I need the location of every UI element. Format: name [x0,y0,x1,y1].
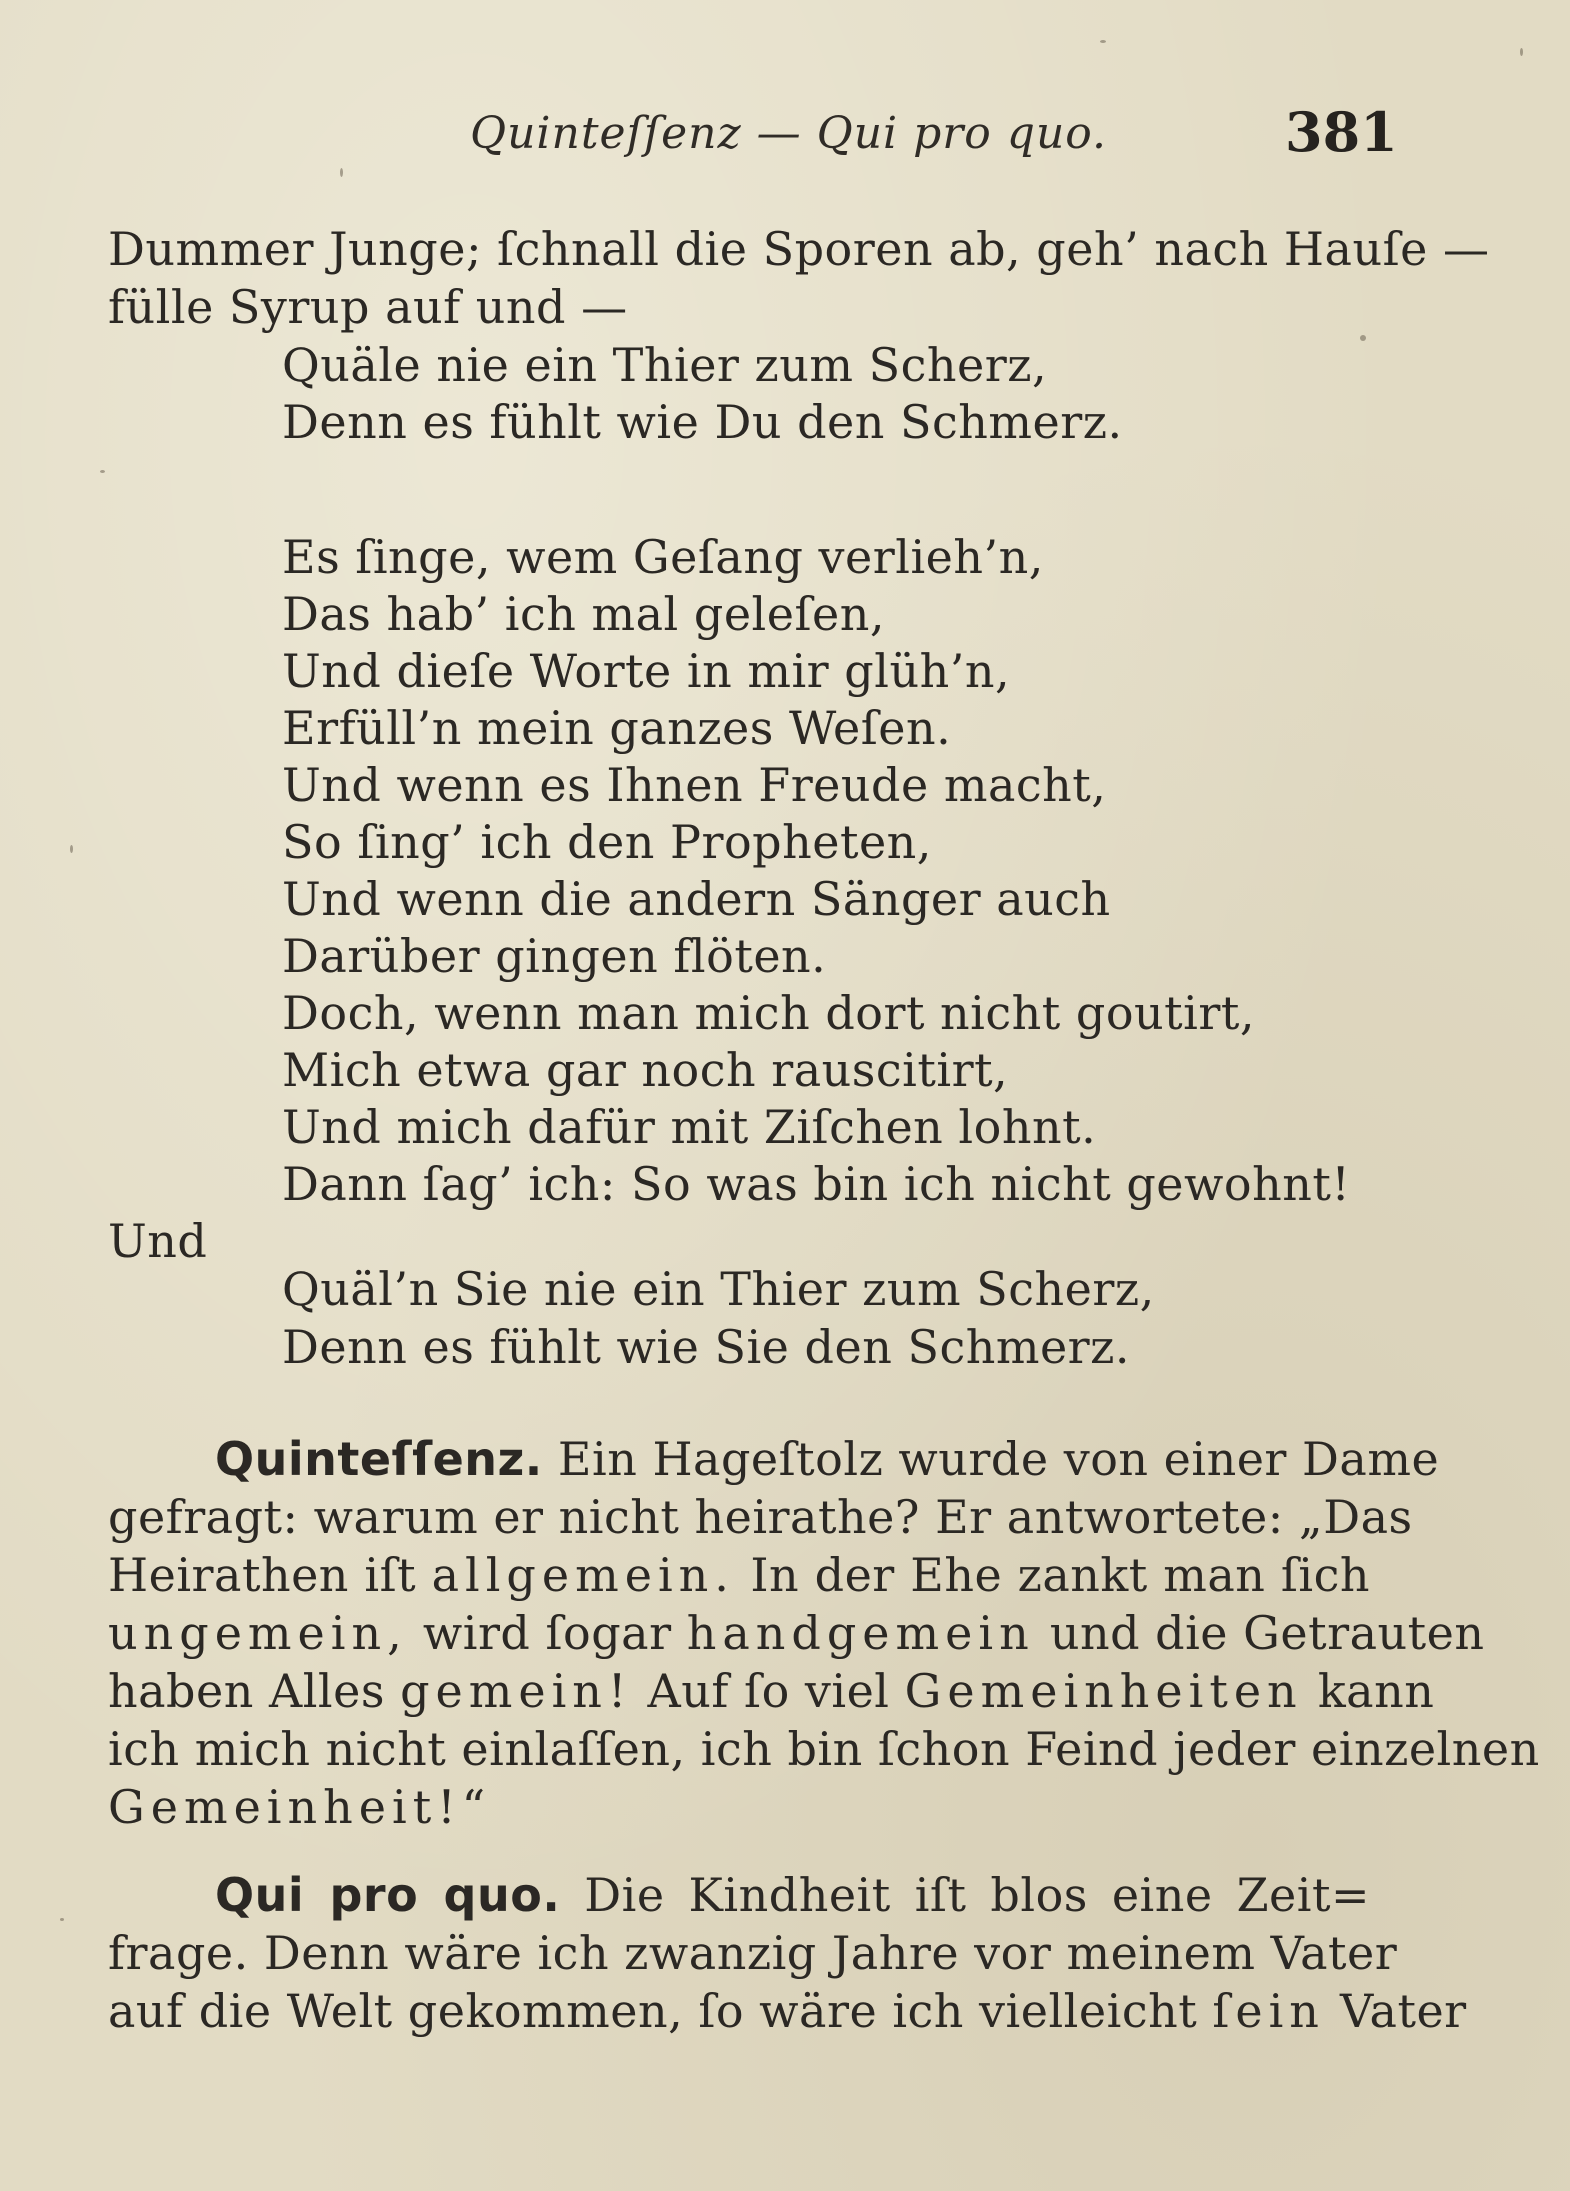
paper-speck [70,845,73,853]
spaced-word: allgemein. [431,1548,735,1602]
spaced-word: ungemein, [108,1606,408,1660]
verse-line: Doch, wenn man mich dort nicht goutirt, [282,986,1255,1040]
text-segment: auf die Welt gekommen, ſo wäre ich vielleicht [108,1984,1198,2038]
stanza1-line2: fülle Syrup auf und — [108,280,628,334]
refrain-line2: Denn es fühlt wie Sie den Schmerz. [282,1320,1131,1374]
quintessenz-heading: Quinteſſenz. [215,1432,543,1486]
und-line: Und [108,1214,208,1268]
refrain-line1: Quäl’n Sie nie ein Thier zum Scherz, [282,1262,1155,1316]
verse-line: Darüber gingen flöten. [282,929,827,983]
verse-line: Dann ſag’ ich: So was bin ich nicht gewohnt! [282,1157,1351,1211]
quiproquo-line1 [215,1868,1370,1922]
spaced-word: gemein! [400,1664,633,1718]
quiproquo-heading: Qui pro quo. [215,1868,561,1922]
quintessenz-line1-text: Ein Hageſtolz wurde von einer Dame [557,1432,1440,1486]
quintessenz-line2: gefragt: warum er nicht heirathe? Er antwortete: „Das [108,1490,1413,1544]
text-segment: Auf ſo viel [647,1664,890,1718]
paper-speck [340,168,343,177]
text-segment: kann [1317,1664,1435,1718]
paper-speck [100,470,105,473]
paper-speck [1100,40,1106,43]
spaced-word: handgemein [686,1606,1035,1660]
text-segment: Heirathen iſt [108,1548,417,1602]
quintessenz-line3 [108,1548,1370,1602]
text-segment: Vater [1340,1984,1467,2038]
quiproquo-line3 [108,1984,1467,2038]
stanza1-line1: Dummer Junge; ſchnall die Sporen ab, geh’ nach Hauſe — [108,222,1490,276]
stanza1-line3: Quäle nie ein Thier zum Scherz, [282,338,1048,392]
verse-line: Mich etwa gar noch rauscitirt, [282,1043,1009,1097]
text-segment: wird ſogar [422,1606,672,1660]
verse-line: Erfüll’n mein ganzes Weſen. [282,701,952,755]
text-segment: und die Getrauten [1049,1606,1485,1660]
quintessenz-line1 [215,1432,1440,1486]
quintessenz-line4 [108,1606,1485,1660]
verse-line: Und mich dafür mit Ziſchen lohnt. [282,1100,1097,1154]
stanza1-line4: Denn es fühlt wie Du den Schmerz. [282,395,1123,449]
quintessenz-line7: Gemeinheit!“ [108,1780,492,1834]
paper-speck [60,1918,64,1921]
page-header [0,100,1570,170]
text-segment: haben Alles [108,1664,385,1718]
quiproquo-line1-text: Die Kindheit iſt blos eine Zeit= [584,1868,1371,1922]
page-number: 381 [1285,100,1398,164]
running-title: Quinteſſenz — Qui pro quo. [470,108,1107,159]
paper-speck [1360,335,1366,341]
paper-speck [1520,48,1523,56]
verse-line: Es ſinge, wem Geſang verlieh’n, [282,530,1044,584]
spaced-word: ſein [1212,1984,1325,2038]
verse-line: Und wenn die andern Sänger auch [282,872,1111,926]
text-segment: In der Ehe zankt man ſich [750,1548,1370,1602]
spaced-word: Gemeinheiten [904,1664,1303,1718]
verse-line: So ſing’ ich den Propheten, [282,815,932,869]
verse-line: Und wenn es Ihnen Freude macht, [282,758,1107,812]
quintessenz-line5 [108,1664,1435,1718]
verse-line: Das hab’ ich mal geleſen, [282,587,885,641]
quintessenz-line6: ich mich nicht einlaſſen, ich bin ſchon Feind jeder einzelnen [108,1722,1540,1776]
quiproquo-line2: frage. Denn wäre ich zwanzig Jahre vor meinem Vater [108,1926,1398,1980]
verse-line: Und dieſe Worte in mir glüh’n, [282,644,1011,698]
